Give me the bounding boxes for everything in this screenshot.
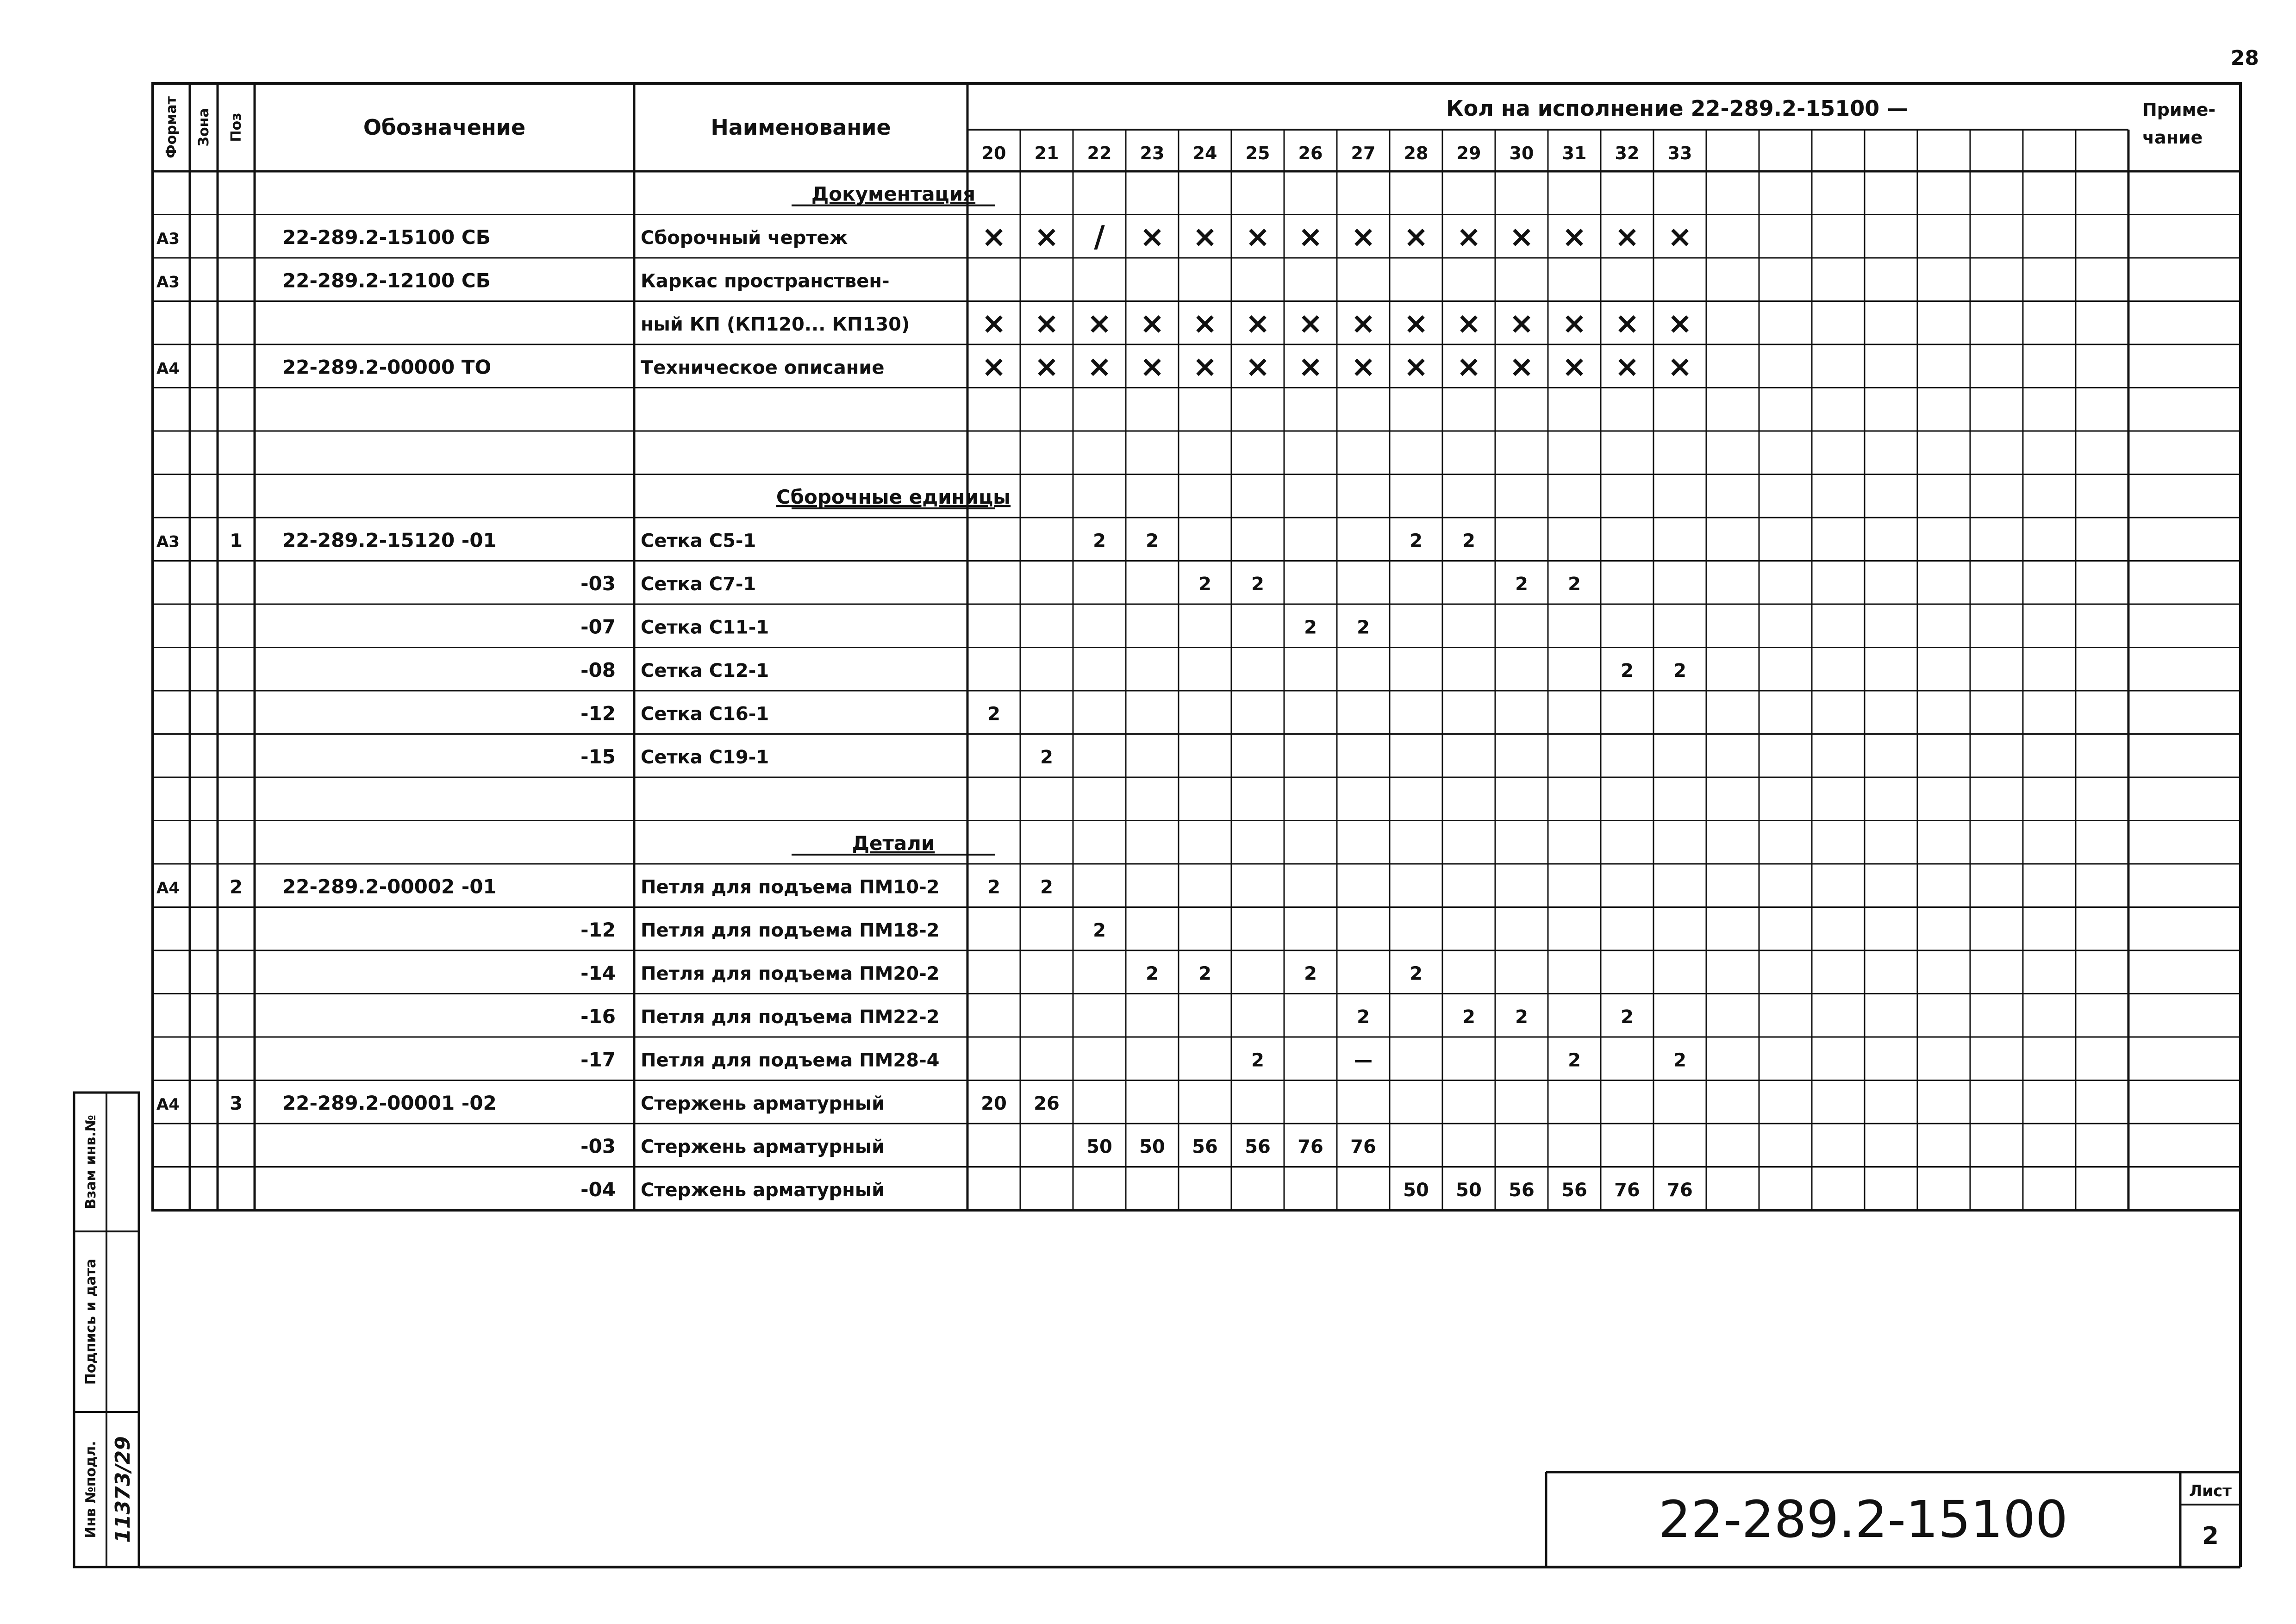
qty-cell-26: 2	[1304, 617, 1317, 638]
header-name: Наименование	[711, 115, 891, 140]
header-variant-28: 28	[1404, 143, 1429, 163]
qty-cell-27: 76	[1350, 1136, 1376, 1158]
qty-cell-30: 2	[1515, 574, 1528, 595]
row-designation: -04	[580, 1178, 616, 1201]
row-name: Петля для подъема ПМ28-4	[641, 1049, 940, 1071]
qty-cell-25: ×	[1245, 350, 1270, 384]
table-row	[580, 962, 1423, 985]
header-variant-24: 24	[1192, 143, 1217, 163]
qty-cell-24: ×	[1192, 306, 1217, 341]
header-variant-21: 21	[1034, 143, 1059, 163]
row-name: Сборочный чертеж	[641, 227, 848, 249]
row-name: Сетка С19-1	[641, 747, 769, 768]
qty-cell-28: 2	[1410, 963, 1423, 985]
row-designation: 22-289.2-15100 СБ	[282, 226, 491, 249]
row-name: Стержень арматурный	[641, 1093, 885, 1115]
row-designation: 22-289.2-00002 -01	[282, 875, 497, 898]
qty-cell-22: 2	[1093, 920, 1106, 942]
row-name: Техническое описание	[641, 357, 885, 379]
qty-cell-29: ×	[1456, 350, 1481, 384]
table-row	[580, 745, 1053, 768]
table-row	[580, 1049, 1686, 1071]
row-designation: -03	[580, 1135, 616, 1158]
row-pos: 1	[230, 530, 243, 552]
table-row	[156, 1092, 1060, 1114]
header-variant-31: 31	[1562, 143, 1587, 163]
qty-cell-30: ×	[1509, 306, 1534, 341]
row-pos: 2	[230, 876, 243, 898]
qty-cell-30: 56	[1509, 1180, 1535, 1201]
row-designation: -07	[580, 615, 616, 638]
header-variant-29: 29	[1456, 143, 1481, 163]
row-designation: 22-289.2-00001 -02	[282, 1092, 497, 1115]
qty-cell-21: 26	[1034, 1093, 1060, 1115]
qty-cell-29: ×	[1456, 306, 1481, 341]
qty-cell-30: 2	[1515, 1006, 1528, 1028]
row-format: А4	[156, 359, 180, 378]
row-format: А3	[156, 230, 180, 249]
row-designation: -15	[580, 745, 616, 768]
qty-cell-29: 50	[1456, 1180, 1482, 1201]
qty-cell-26: 2	[1304, 963, 1317, 985]
row-name: Сетка С12-1	[641, 660, 769, 682]
qty-cell-29: 2	[1462, 530, 1475, 552]
qty-cell-26: ×	[1298, 306, 1323, 341]
qty-cell-20: 2	[987, 703, 1000, 725]
qty-cell-33: 2	[1673, 660, 1686, 682]
table-row	[580, 659, 1686, 681]
table-row	[580, 1005, 1634, 1028]
row-designation: -12	[580, 918, 616, 942]
qty-cell-32: ×	[1615, 220, 1640, 255]
qty-cell-32: 2	[1621, 1006, 1634, 1028]
qty-cell-24: ×	[1192, 220, 1217, 255]
header-variant-27: 27	[1351, 143, 1376, 163]
qty-cell-25: ×	[1245, 220, 1270, 255]
header-variant-33: 33	[1667, 143, 1692, 163]
sheet-value: 2	[2202, 1522, 2219, 1550]
qty-cell-22: ×	[1087, 350, 1112, 384]
qty-cell-30: ×	[1509, 350, 1534, 384]
qty-cell-23: ×	[1140, 220, 1165, 255]
side-stamp-label: Взам инв.№	[83, 1115, 99, 1209]
header-note-line2: чание	[2142, 127, 2203, 148]
qty-cell-33: ×	[1667, 306, 1692, 341]
row-format: А3	[156, 532, 180, 551]
row-format: А3	[156, 273, 180, 292]
table-row	[580, 702, 1000, 725]
header-format: Формат	[163, 96, 180, 158]
title-block-code: 22-289.2-15100	[1658, 1490, 2068, 1549]
qty-cell-29: ×	[1456, 220, 1481, 255]
qty-cell-28: 50	[1403, 1180, 1429, 1201]
row-designation: -17	[580, 1048, 616, 1071]
qty-cell-20: ×	[981, 306, 1006, 341]
row-name: ный КП (КП120... КП130)	[641, 314, 910, 336]
row-name: Сетка С7-1	[641, 574, 756, 595]
qty-cell-24: 2	[1198, 963, 1211, 985]
qty-cell-30: ×	[1509, 220, 1534, 255]
qty-cell-26: ×	[1298, 220, 1323, 255]
row-designation: -16	[580, 1005, 616, 1028]
qty-cell-31: 2	[1568, 1049, 1581, 1071]
table-row	[580, 1178, 1693, 1201]
qty-cell-25: 56	[1245, 1136, 1271, 1158]
row-name: Стержень арматурный	[641, 1136, 885, 1158]
qty-cell-26: 76	[1298, 1136, 1323, 1158]
row-name: Каркас пространствен-	[641, 270, 890, 292]
row-name: Стержень арматурный	[641, 1180, 885, 1201]
qty-cell-31: 56	[1561, 1180, 1587, 1201]
qty-cell-33: ×	[1667, 220, 1692, 255]
table-row	[156, 220, 1692, 254]
row-designation: 22-289.2-12100 СБ	[282, 269, 491, 292]
qty-cell-31: ×	[1562, 350, 1587, 384]
row-name: Петля для подъема ПМ22-2	[641, 1006, 940, 1028]
row-name: Петля для подъема ПМ20-2	[641, 963, 940, 985]
qty-cell-22: /	[1094, 220, 1105, 255]
qty-cell-33: ×	[1667, 350, 1692, 384]
qty-cell-25: 2	[1251, 574, 1264, 595]
table-row	[580, 572, 1581, 595]
row-designation: -12	[580, 702, 616, 725]
qty-cell-20: 20	[981, 1093, 1007, 1115]
qty-cell-27: 2	[1357, 1006, 1370, 1028]
row-name: Сетка С11-1	[641, 617, 769, 638]
row-designation: -14	[580, 962, 616, 985]
row-designation: -08	[580, 659, 616, 682]
side-stamp-inv-value: 11373/29	[111, 1436, 135, 1543]
qty-cell-32: ×	[1615, 306, 1640, 341]
qty-cell-31: ×	[1562, 306, 1587, 341]
qty-cell-27: ×	[1351, 220, 1376, 255]
qty-cell-27: —	[1354, 1049, 1373, 1071]
qty-cell-20: ×	[981, 350, 1006, 384]
row-name: Петля для подъема ПМ10-2	[641, 876, 940, 898]
row-designation: -03	[580, 572, 616, 595]
side-stamp-label: Инв №подл.	[83, 1441, 99, 1538]
row-name: Сетка С5-1	[641, 530, 756, 552]
header-variant-23: 23	[1140, 143, 1165, 163]
qty-cell-27: ×	[1351, 306, 1376, 341]
qty-cell-23: 50	[1139, 1136, 1165, 1158]
title-block	[1546, 1472, 2240, 1567]
qty-cell-31: 2	[1568, 574, 1581, 595]
qty-cell-23: 2	[1146, 963, 1159, 985]
table-row	[580, 616, 1370, 638]
header-zone: Зона	[196, 108, 212, 147]
section-title: Сборочные единицы	[776, 486, 1011, 509]
table-row	[156, 875, 1053, 898]
qty-cell-22: 50	[1086, 1136, 1112, 1158]
qty-cell-31: ×	[1562, 220, 1587, 255]
row-pos: 3	[230, 1093, 243, 1115]
table-row	[580, 1135, 1376, 1158]
sheet-label: Лист	[2189, 1482, 2232, 1500]
qty-cell-23: 2	[1146, 530, 1159, 552]
header-note-line1: Приме-	[2142, 100, 2216, 120]
qty-cell-24: 56	[1192, 1136, 1218, 1158]
table-body	[156, 183, 1693, 1201]
qty-cell-23: ×	[1140, 350, 1165, 384]
qty-cell-26: ×	[1298, 350, 1323, 384]
table-row	[156, 269, 890, 292]
qty-cell-25: 2	[1251, 1049, 1264, 1071]
header-pos: Поз	[228, 112, 244, 142]
qty-cell-32: 2	[1621, 660, 1634, 682]
header-variant-22: 22	[1087, 143, 1112, 163]
qty-cell-28: ×	[1404, 220, 1429, 255]
row-format: А4	[156, 879, 180, 898]
table-row	[580, 918, 1106, 941]
table-row	[776, 486, 1011, 508]
qty-cell-21: ×	[1034, 306, 1059, 341]
qty-cell-27: 2	[1357, 617, 1370, 638]
header-variant-25: 25	[1245, 143, 1270, 163]
table-row	[156, 529, 1475, 552]
side-stamp-label: Подпись и дата	[83, 1258, 99, 1385]
qty-cell-32: 76	[1614, 1180, 1640, 1201]
qty-cell-24: ×	[1192, 350, 1217, 384]
row-name: Сетка С16-1	[641, 703, 769, 725]
row-designation: 22-289.2-15120 -01	[282, 529, 497, 552]
header-variant-26: 26	[1298, 143, 1323, 163]
qty-cell-21: 2	[1040, 747, 1053, 768]
header-variant-20: 20	[981, 143, 1006, 163]
qty-cell-24: 2	[1198, 574, 1211, 595]
qty-cell-28: ×	[1404, 350, 1429, 384]
table-row	[641, 306, 1692, 341]
row-designation: 22-289.2-00000 ТО	[282, 356, 492, 379]
row-format: А4	[156, 1095, 180, 1114]
qty-cell-22: ×	[1087, 306, 1112, 341]
qty-cell-32: ×	[1615, 350, 1640, 384]
page-number: 28	[2230, 46, 2259, 70]
qty-cell-29: 2	[1462, 1006, 1475, 1028]
qty-cell-21: 2	[1040, 876, 1053, 898]
qty-cell-33: 2	[1673, 1049, 1686, 1071]
row-name: Петля для подъема ПМ18-2	[641, 920, 940, 942]
header-designation: Обозначение	[363, 115, 526, 140]
section-title: Детали	[852, 832, 935, 855]
qty-cell-28: 2	[1410, 530, 1423, 552]
qty-cell-22: 2	[1093, 530, 1106, 552]
section-title: Документация	[811, 182, 976, 206]
header-variant-30: 30	[1509, 143, 1534, 163]
header-qty: Кол на исполнение 22-289.2-15100 —	[1446, 96, 1909, 121]
table-row	[792, 183, 995, 206]
table-row	[792, 832, 995, 855]
qty-cell-20: ×	[981, 220, 1006, 255]
header-variant-32: 32	[1615, 143, 1640, 163]
qty-cell-21: ×	[1034, 220, 1059, 255]
qty-cell-20: 2	[987, 876, 1000, 898]
qty-cell-25: ×	[1245, 306, 1270, 341]
qty-cell-23: ×	[1140, 306, 1165, 341]
qty-cell-21: ×	[1034, 350, 1059, 384]
table-row	[156, 350, 1692, 384]
qty-cell-33: 76	[1667, 1180, 1693, 1201]
qty-cell-28: ×	[1404, 306, 1429, 341]
qty-cell-27: ×	[1351, 350, 1376, 384]
